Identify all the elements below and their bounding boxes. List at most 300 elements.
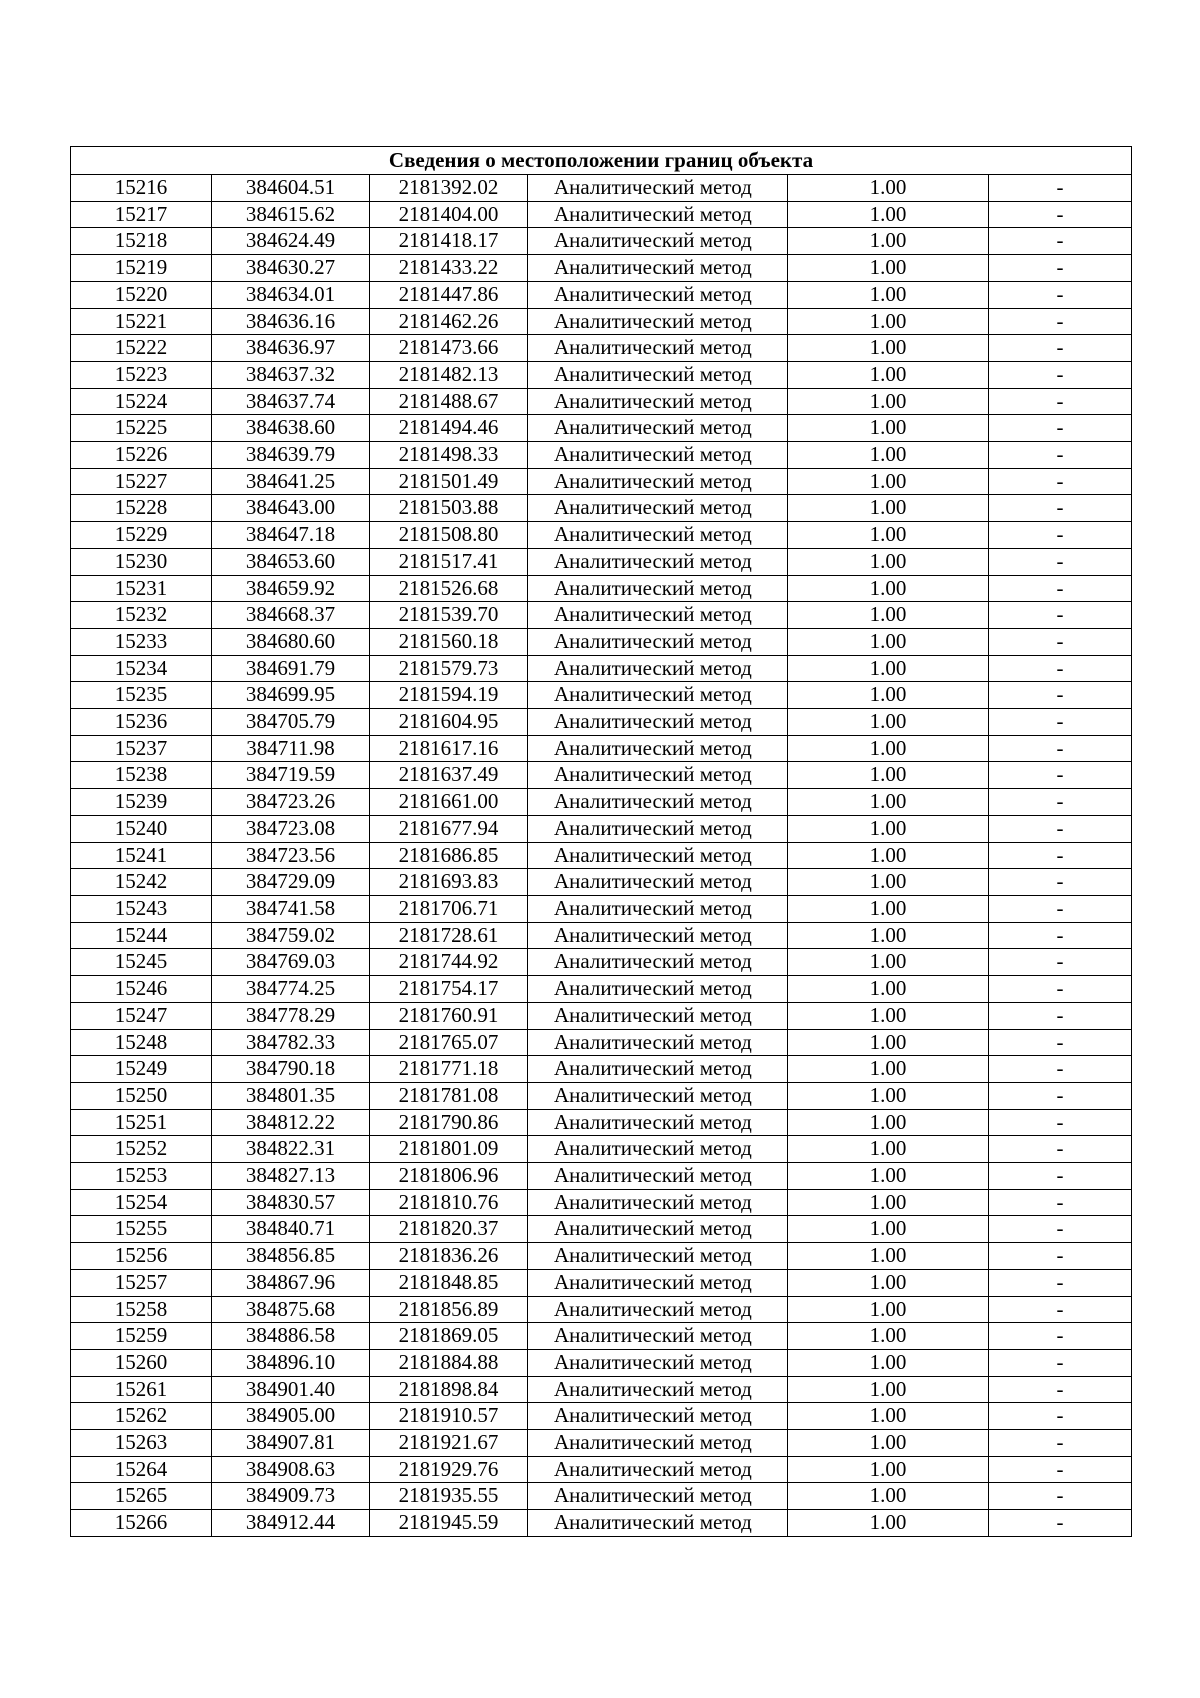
point-number-cell: 15244 <box>71 922 212 949</box>
accuracy-cell: 1.00 <box>788 1082 989 1109</box>
table-row <box>71 655 1132 682</box>
y-coordinate-cell: 2181935.55 <box>370 1483 528 1510</box>
y-coordinate-cell: 2181910.57 <box>370 1403 528 1430</box>
y-coordinate-cell: 2181462.26 <box>370 308 528 335</box>
table-row <box>71 468 1132 495</box>
x-coordinate-cell: 384639.79 <box>212 442 370 469</box>
description-cell: - <box>989 468 1132 495</box>
table-row <box>71 361 1132 388</box>
point-number-cell: 15258 <box>71 1296 212 1323</box>
accuracy-cell: 1.00 <box>788 1323 989 1350</box>
method-cell: Аналитический метод <box>528 1163 788 1190</box>
y-coordinate-cell: 2181503.88 <box>370 495 528 522</box>
description-cell: - <box>989 949 1132 976</box>
description-cell: - <box>989 1243 1132 1270</box>
accuracy-cell: 1.00 <box>788 335 989 362</box>
point-number-cell: 15222 <box>71 335 212 362</box>
y-coordinate-cell: 2181744.92 <box>370 949 528 976</box>
description-cell: - <box>989 1216 1132 1243</box>
x-coordinate-cell: 384840.71 <box>212 1216 370 1243</box>
accuracy-cell: 1.00 <box>788 308 989 335</box>
x-coordinate-cell: 384822.31 <box>212 1136 370 1163</box>
description-cell: - <box>989 655 1132 682</box>
y-coordinate-cell: 2181929.76 <box>370 1456 528 1483</box>
point-number-cell: 15249 <box>71 1056 212 1083</box>
point-number-cell: 15238 <box>71 762 212 789</box>
x-coordinate-cell: 384774.25 <box>212 976 370 1003</box>
description-cell: - <box>989 495 1132 522</box>
accuracy-cell: 1.00 <box>788 976 989 1003</box>
x-coordinate-cell: 384909.73 <box>212 1483 370 1510</box>
y-coordinate-cell: 2181898.84 <box>370 1376 528 1403</box>
y-coordinate-cell: 2181781.08 <box>370 1082 528 1109</box>
table-row <box>71 628 1132 655</box>
description-cell: - <box>989 201 1132 228</box>
x-coordinate-cell: 384801.35 <box>212 1082 370 1109</box>
x-coordinate-cell: 384856.85 <box>212 1243 370 1270</box>
description-cell: - <box>989 628 1132 655</box>
table-row <box>71 895 1132 922</box>
table-row <box>71 1269 1132 1296</box>
method-cell: Аналитический метод <box>528 522 788 549</box>
method-cell: Аналитический метод <box>528 628 788 655</box>
method-cell: Аналитический метод <box>528 1296 788 1323</box>
x-coordinate-cell: 384659.92 <box>212 575 370 602</box>
x-coordinate-cell: 384668.37 <box>212 602 370 629</box>
point-number-cell: 15226 <box>71 442 212 469</box>
accuracy-cell: 1.00 <box>788 1189 989 1216</box>
accuracy-cell: 1.00 <box>788 1136 989 1163</box>
table-row <box>71 1483 1132 1510</box>
method-cell: Аналитический метод <box>528 1376 788 1403</box>
accuracy-cell: 1.00 <box>788 735 989 762</box>
table-row <box>71 201 1132 228</box>
method-cell: Аналитический метод <box>528 1323 788 1350</box>
method-cell: Аналитический метод <box>528 709 788 736</box>
table-title: Сведения о местоположении границ объекта <box>71 147 1132 175</box>
y-coordinate-cell: 2181790.86 <box>370 1109 528 1136</box>
accuracy-cell: 1.00 <box>788 1430 989 1457</box>
table-row <box>71 735 1132 762</box>
x-coordinate-cell: 384723.56 <box>212 842 370 869</box>
point-number-cell: 15263 <box>71 1430 212 1457</box>
point-number-cell: 15221 <box>71 308 212 335</box>
table-row <box>71 1056 1132 1083</box>
point-number-cell: 15254 <box>71 1189 212 1216</box>
accuracy-cell: 1.00 <box>788 1243 989 1270</box>
table-row <box>71 602 1132 629</box>
accuracy-cell: 1.00 <box>788 1483 989 1510</box>
table-row <box>71 308 1132 335</box>
method-cell: Аналитический метод <box>528 1349 788 1376</box>
accuracy-cell: 1.00 <box>788 1163 989 1190</box>
x-coordinate-cell: 384901.40 <box>212 1376 370 1403</box>
accuracy-cell: 1.00 <box>788 522 989 549</box>
table-row <box>71 1243 1132 1270</box>
point-number-cell: 15257 <box>71 1269 212 1296</box>
description-cell: - <box>989 1056 1132 1083</box>
accuracy-cell: 1.00 <box>788 255 989 282</box>
y-coordinate-cell: 2181693.83 <box>370 869 528 896</box>
method-cell: Аналитический метод <box>528 735 788 762</box>
table-row <box>71 175 1132 202</box>
point-number-cell: 15230 <box>71 548 212 575</box>
description-cell: - <box>989 1456 1132 1483</box>
x-coordinate-cell: 384729.09 <box>212 869 370 896</box>
y-coordinate-cell: 2181869.05 <box>370 1323 528 1350</box>
description-cell: - <box>989 1136 1132 1163</box>
y-coordinate-cell: 2181617.16 <box>370 735 528 762</box>
x-coordinate-cell: 384637.32 <box>212 361 370 388</box>
y-coordinate-cell: 2181447.86 <box>370 281 528 308</box>
accuracy-cell: 1.00 <box>788 869 989 896</box>
x-coordinate-cell: 384680.60 <box>212 628 370 655</box>
method-cell: Аналитический метод <box>528 495 788 522</box>
description-cell: - <box>989 1082 1132 1109</box>
point-number-cell: 15236 <box>71 709 212 736</box>
accuracy-cell: 1.00 <box>788 1002 989 1029</box>
accuracy-cell: 1.00 <box>788 815 989 842</box>
method-cell: Аналитический метод <box>528 922 788 949</box>
point-number-cell: 15251 <box>71 1109 212 1136</box>
method-cell: Аналитический метод <box>528 308 788 335</box>
accuracy-cell: 1.00 <box>788 468 989 495</box>
point-number-cell: 15234 <box>71 655 212 682</box>
description-cell: - <box>989 228 1132 255</box>
y-coordinate-cell: 2181706.71 <box>370 895 528 922</box>
x-coordinate-cell: 384723.26 <box>212 789 370 816</box>
x-coordinate-cell: 384905.00 <box>212 1403 370 1430</box>
accuracy-cell: 1.00 <box>788 602 989 629</box>
table-row <box>71 1163 1132 1190</box>
description-cell: - <box>989 281 1132 308</box>
accuracy-cell: 1.00 <box>788 842 989 869</box>
description-cell: - <box>989 1349 1132 1376</box>
method-cell: Аналитический метод <box>528 201 788 228</box>
y-coordinate-cell: 2181661.00 <box>370 789 528 816</box>
y-coordinate-cell: 2181771.18 <box>370 1056 528 1083</box>
description-cell: - <box>989 1189 1132 1216</box>
method-cell: Аналитический метод <box>528 228 788 255</box>
method-cell: Аналитический метод <box>528 602 788 629</box>
method-cell: Аналитический метод <box>528 442 788 469</box>
description-cell: - <box>989 308 1132 335</box>
x-coordinate-cell: 384630.27 <box>212 255 370 282</box>
description-cell: - <box>989 255 1132 282</box>
method-cell: Аналитический метод <box>528 1510 788 1537</box>
accuracy-cell: 1.00 <box>788 495 989 522</box>
table-row <box>71 709 1132 736</box>
x-coordinate-cell: 384778.29 <box>212 1002 370 1029</box>
x-coordinate-cell: 384907.81 <box>212 1430 370 1457</box>
point-number-cell: 15227 <box>71 468 212 495</box>
method-cell: Аналитический метод <box>528 842 788 869</box>
accuracy-cell: 1.00 <box>788 1403 989 1430</box>
table-row <box>71 495 1132 522</box>
x-coordinate-cell: 384643.00 <box>212 495 370 522</box>
accuracy-cell: 1.00 <box>788 1269 989 1296</box>
point-number-cell: 15259 <box>71 1323 212 1350</box>
boundary-coordinates-table <box>70 146 1132 1537</box>
y-coordinate-cell: 2181560.18 <box>370 628 528 655</box>
table-row <box>71 1136 1132 1163</box>
table-row <box>71 1430 1132 1457</box>
y-coordinate-cell: 2181754.17 <box>370 976 528 1003</box>
description-cell: - <box>989 709 1132 736</box>
description-cell: - <box>989 895 1132 922</box>
y-coordinate-cell: 2181848.85 <box>370 1269 528 1296</box>
method-cell: Аналитический метод <box>528 1403 788 1430</box>
method-cell: Аналитический метод <box>528 682 788 709</box>
description-cell: - <box>989 1483 1132 1510</box>
y-coordinate-cell: 2181760.91 <box>370 1002 528 1029</box>
method-cell: Аналитический метод <box>528 548 788 575</box>
point-number-cell: 15241 <box>71 842 212 869</box>
point-number-cell: 15225 <box>71 415 212 442</box>
description-cell: - <box>989 548 1132 575</box>
point-number-cell: 15239 <box>71 789 212 816</box>
y-coordinate-cell: 2181765.07 <box>370 1029 528 1056</box>
description-cell: - <box>989 335 1132 362</box>
x-coordinate-cell: 384827.13 <box>212 1163 370 1190</box>
method-cell: Аналитический метод <box>528 575 788 602</box>
table-row <box>71 335 1132 362</box>
point-number-cell: 15261 <box>71 1376 212 1403</box>
table-row <box>71 522 1132 549</box>
x-coordinate-cell: 384769.03 <box>212 949 370 976</box>
y-coordinate-cell: 2181482.13 <box>370 361 528 388</box>
table-row <box>71 1216 1132 1243</box>
table-row <box>71 1456 1132 1483</box>
y-coordinate-cell: 2181856.89 <box>370 1296 528 1323</box>
point-number-cell: 15240 <box>71 815 212 842</box>
y-coordinate-cell: 2181677.94 <box>370 815 528 842</box>
point-number-cell: 15264 <box>71 1456 212 1483</box>
point-number-cell: 15229 <box>71 522 212 549</box>
point-number-cell: 15247 <box>71 1002 212 1029</box>
accuracy-cell: 1.00 <box>788 548 989 575</box>
description-cell: - <box>989 1109 1132 1136</box>
x-coordinate-cell: 384711.98 <box>212 735 370 762</box>
method-cell: Аналитический метод <box>528 869 788 896</box>
table-row <box>71 869 1132 896</box>
point-number-cell: 15260 <box>71 1349 212 1376</box>
point-number-cell: 15242 <box>71 869 212 896</box>
table-row <box>71 1296 1132 1323</box>
y-coordinate-cell: 2181392.02 <box>370 175 528 202</box>
accuracy-cell: 1.00 <box>788 442 989 469</box>
method-cell: Аналитический метод <box>528 281 788 308</box>
table-row <box>71 1510 1132 1537</box>
table-row <box>71 1376 1132 1403</box>
accuracy-cell: 1.00 <box>788 789 989 816</box>
table-row <box>71 415 1132 442</box>
description-cell: - <box>989 388 1132 415</box>
accuracy-cell: 1.00 <box>788 175 989 202</box>
point-number-cell: 15252 <box>71 1136 212 1163</box>
y-coordinate-cell: 2181604.95 <box>370 709 528 736</box>
x-coordinate-cell: 384830.57 <box>212 1189 370 1216</box>
method-cell: Аналитический метод <box>528 1136 788 1163</box>
y-coordinate-cell: 2181404.00 <box>370 201 528 228</box>
x-coordinate-cell: 384875.68 <box>212 1296 370 1323</box>
description-cell: - <box>989 789 1132 816</box>
point-number-cell: 15228 <box>71 495 212 522</box>
y-coordinate-cell: 2181508.80 <box>370 522 528 549</box>
y-coordinate-cell: 2181836.26 <box>370 1243 528 1270</box>
x-coordinate-cell: 384615.62 <box>212 201 370 228</box>
y-coordinate-cell: 2181539.70 <box>370 602 528 629</box>
description-cell: - <box>989 1510 1132 1537</box>
table-row <box>71 789 1132 816</box>
description-cell: - <box>989 415 1132 442</box>
description-cell: - <box>989 1163 1132 1190</box>
accuracy-cell: 1.00 <box>788 281 989 308</box>
point-number-cell: 15220 <box>71 281 212 308</box>
y-coordinate-cell: 2181686.85 <box>370 842 528 869</box>
point-number-cell: 15232 <box>71 602 212 629</box>
method-cell: Аналитический метод <box>528 361 788 388</box>
x-coordinate-cell: 384699.95 <box>212 682 370 709</box>
x-coordinate-cell: 384896.10 <box>212 1349 370 1376</box>
x-coordinate-cell: 384653.60 <box>212 548 370 575</box>
description-cell: - <box>989 361 1132 388</box>
description-cell: - <box>989 1002 1132 1029</box>
method-cell: Аналитический метод <box>528 1456 788 1483</box>
description-cell: - <box>989 1430 1132 1457</box>
x-coordinate-cell: 384908.63 <box>212 1456 370 1483</box>
x-coordinate-cell: 384691.79 <box>212 655 370 682</box>
description-cell: - <box>989 575 1132 602</box>
table-row <box>71 228 1132 255</box>
table-row <box>71 1349 1132 1376</box>
method-cell: Аналитический метод <box>528 1109 788 1136</box>
point-number-cell: 15237 <box>71 735 212 762</box>
description-cell: - <box>989 815 1132 842</box>
accuracy-cell: 1.00 <box>788 1349 989 1376</box>
y-coordinate-cell: 2181418.17 <box>370 228 528 255</box>
table-row <box>71 762 1132 789</box>
description-cell: - <box>989 922 1132 949</box>
accuracy-cell: 1.00 <box>788 1510 989 1537</box>
method-cell: Аналитический метод <box>528 1189 788 1216</box>
point-number-cell: 15243 <box>71 895 212 922</box>
y-coordinate-cell: 2181884.88 <box>370 1349 528 1376</box>
y-coordinate-cell: 2181637.49 <box>370 762 528 789</box>
y-coordinate-cell: 2181579.73 <box>370 655 528 682</box>
y-coordinate-cell: 2181810.76 <box>370 1189 528 1216</box>
table-row <box>71 1323 1132 1350</box>
x-coordinate-cell: 384634.01 <box>212 281 370 308</box>
method-cell: Аналитический метод <box>528 1002 788 1029</box>
table-row <box>71 442 1132 469</box>
accuracy-cell: 1.00 <box>788 388 989 415</box>
point-number-cell: 15223 <box>71 361 212 388</box>
method-cell: Аналитический метод <box>528 1483 788 1510</box>
table-row <box>71 949 1132 976</box>
description-cell: - <box>989 442 1132 469</box>
accuracy-cell: 1.00 <box>788 575 989 602</box>
accuracy-cell: 1.00 <box>788 1296 989 1323</box>
table-row <box>71 281 1132 308</box>
method-cell: Аналитический метод <box>528 895 788 922</box>
method-cell: Аналитический метод <box>528 468 788 495</box>
accuracy-cell: 1.00 <box>788 762 989 789</box>
accuracy-cell: 1.00 <box>788 628 989 655</box>
accuracy-cell: 1.00 <box>788 709 989 736</box>
x-coordinate-cell: 384624.49 <box>212 228 370 255</box>
method-cell: Аналитический метод <box>528 976 788 1003</box>
y-coordinate-cell: 2181498.33 <box>370 442 528 469</box>
accuracy-cell: 1.00 <box>788 1029 989 1056</box>
x-coordinate-cell: 384636.97 <box>212 335 370 362</box>
y-coordinate-cell: 2181488.67 <box>370 388 528 415</box>
point-number-cell: 15224 <box>71 388 212 415</box>
y-coordinate-cell: 2181921.67 <box>370 1430 528 1457</box>
accuracy-cell: 1.00 <box>788 361 989 388</box>
description-cell: - <box>989 682 1132 709</box>
accuracy-cell: 1.00 <box>788 949 989 976</box>
method-cell: Аналитический метод <box>528 255 788 282</box>
method-cell: Аналитический метод <box>528 1056 788 1083</box>
y-coordinate-cell: 2181433.22 <box>370 255 528 282</box>
method-cell: Аналитический метод <box>528 335 788 362</box>
method-cell: Аналитический метод <box>528 1269 788 1296</box>
point-number-cell: 15235 <box>71 682 212 709</box>
x-coordinate-cell: 384723.08 <box>212 815 370 842</box>
method-cell: Аналитический метод <box>528 762 788 789</box>
description-cell: - <box>989 869 1132 896</box>
x-coordinate-cell: 384912.44 <box>212 1510 370 1537</box>
point-number-cell: 15262 <box>71 1403 212 1430</box>
point-number-cell: 15250 <box>71 1082 212 1109</box>
description-cell: - <box>989 842 1132 869</box>
x-coordinate-cell: 384812.22 <box>212 1109 370 1136</box>
x-coordinate-cell: 384636.16 <box>212 308 370 335</box>
y-coordinate-cell: 2181820.37 <box>370 1216 528 1243</box>
accuracy-cell: 1.00 <box>788 1216 989 1243</box>
point-number-cell: 15248 <box>71 1029 212 1056</box>
point-number-cell: 15246 <box>71 976 212 1003</box>
x-coordinate-cell: 384790.18 <box>212 1056 370 1083</box>
method-cell: Аналитический метод <box>528 815 788 842</box>
table-row <box>71 388 1132 415</box>
method-cell: Аналитический метод <box>528 1430 788 1457</box>
accuracy-cell: 1.00 <box>788 1056 989 1083</box>
method-cell: Аналитический метод <box>528 175 788 202</box>
accuracy-cell: 1.00 <box>788 201 989 228</box>
point-number-cell: 15218 <box>71 228 212 255</box>
point-number-cell: 15216 <box>71 175 212 202</box>
method-cell: Аналитический метод <box>528 1082 788 1109</box>
accuracy-cell: 1.00 <box>788 415 989 442</box>
point-number-cell: 15255 <box>71 1216 212 1243</box>
accuracy-cell: 1.00 <box>788 228 989 255</box>
accuracy-cell: 1.00 <box>788 1456 989 1483</box>
accuracy-cell: 1.00 <box>788 895 989 922</box>
y-coordinate-cell: 2181945.59 <box>370 1510 528 1537</box>
point-number-cell: 15231 <box>71 575 212 602</box>
x-coordinate-cell: 384719.59 <box>212 762 370 789</box>
table-row <box>71 575 1132 602</box>
point-number-cell: 15265 <box>71 1483 212 1510</box>
accuracy-cell: 1.00 <box>788 1109 989 1136</box>
x-coordinate-cell: 384705.79 <box>212 709 370 736</box>
accuracy-cell: 1.00 <box>788 1376 989 1403</box>
description-cell: - <box>989 175 1132 202</box>
x-coordinate-cell: 384638.60 <box>212 415 370 442</box>
accuracy-cell: 1.00 <box>788 682 989 709</box>
